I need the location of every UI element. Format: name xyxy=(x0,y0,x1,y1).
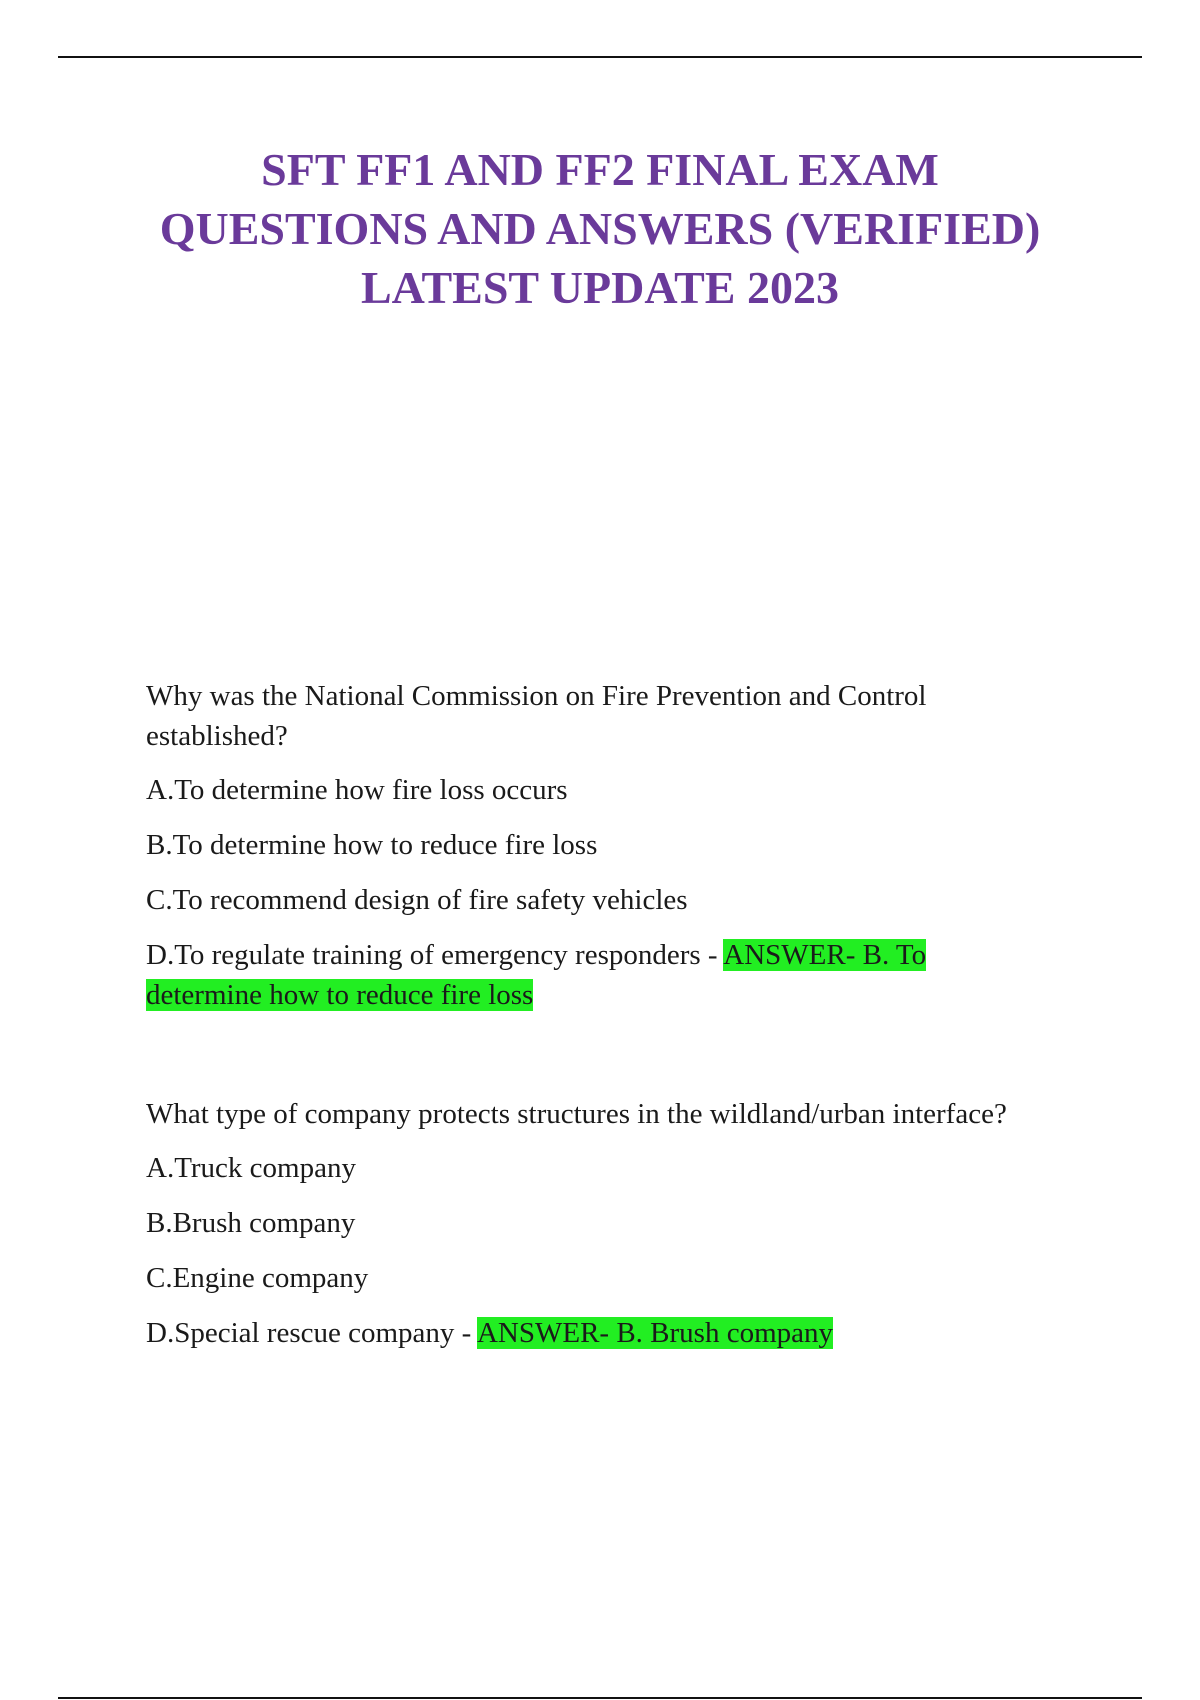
option-b: B.To determine how to reduce fire loss xyxy=(146,829,598,861)
document-title xyxy=(120,140,1080,317)
top-rule xyxy=(58,56,1142,58)
title-line-2: QUESTIONS AND ANSWERS (VERIFIED) xyxy=(159,203,1041,254)
answer-highlight: ANSWER- B. Brush company xyxy=(476,1317,833,1349)
title-line-1: SFT FF1 AND FF2 FINAL EXAM xyxy=(261,144,939,195)
question-text: What type of company protects structures in the wildland/urban interface? xyxy=(146,1098,1007,1130)
question-block-1 xyxy=(146,676,1046,1030)
option-d: D.To regulate training of emergency responders - xyxy=(146,939,724,971)
option-b: B.Brush company xyxy=(146,1207,356,1239)
title-line-3: LATEST UPDATE 2023 xyxy=(361,262,839,313)
option-d: D.Special rescue company - xyxy=(146,1317,477,1349)
option-c: C.Engine company xyxy=(146,1262,369,1294)
question-block-2 xyxy=(146,1094,1046,1368)
option-c: C.To recommend design of fire safety vehicles xyxy=(146,884,688,916)
bottom-rule xyxy=(58,1697,1142,1699)
option-a: A.To determine how fire loss occurs xyxy=(146,774,568,806)
question-text: Why was the National Commission on Fire Prevention and Control established? xyxy=(146,680,927,752)
option-d-with-answer xyxy=(146,1313,1046,1353)
option-d-with-answer xyxy=(146,935,1046,1015)
answer-highlight: ANSWER- B. To determine how to reduce fire loss xyxy=(146,939,927,1011)
option-a: A.Truck company xyxy=(146,1152,356,1184)
